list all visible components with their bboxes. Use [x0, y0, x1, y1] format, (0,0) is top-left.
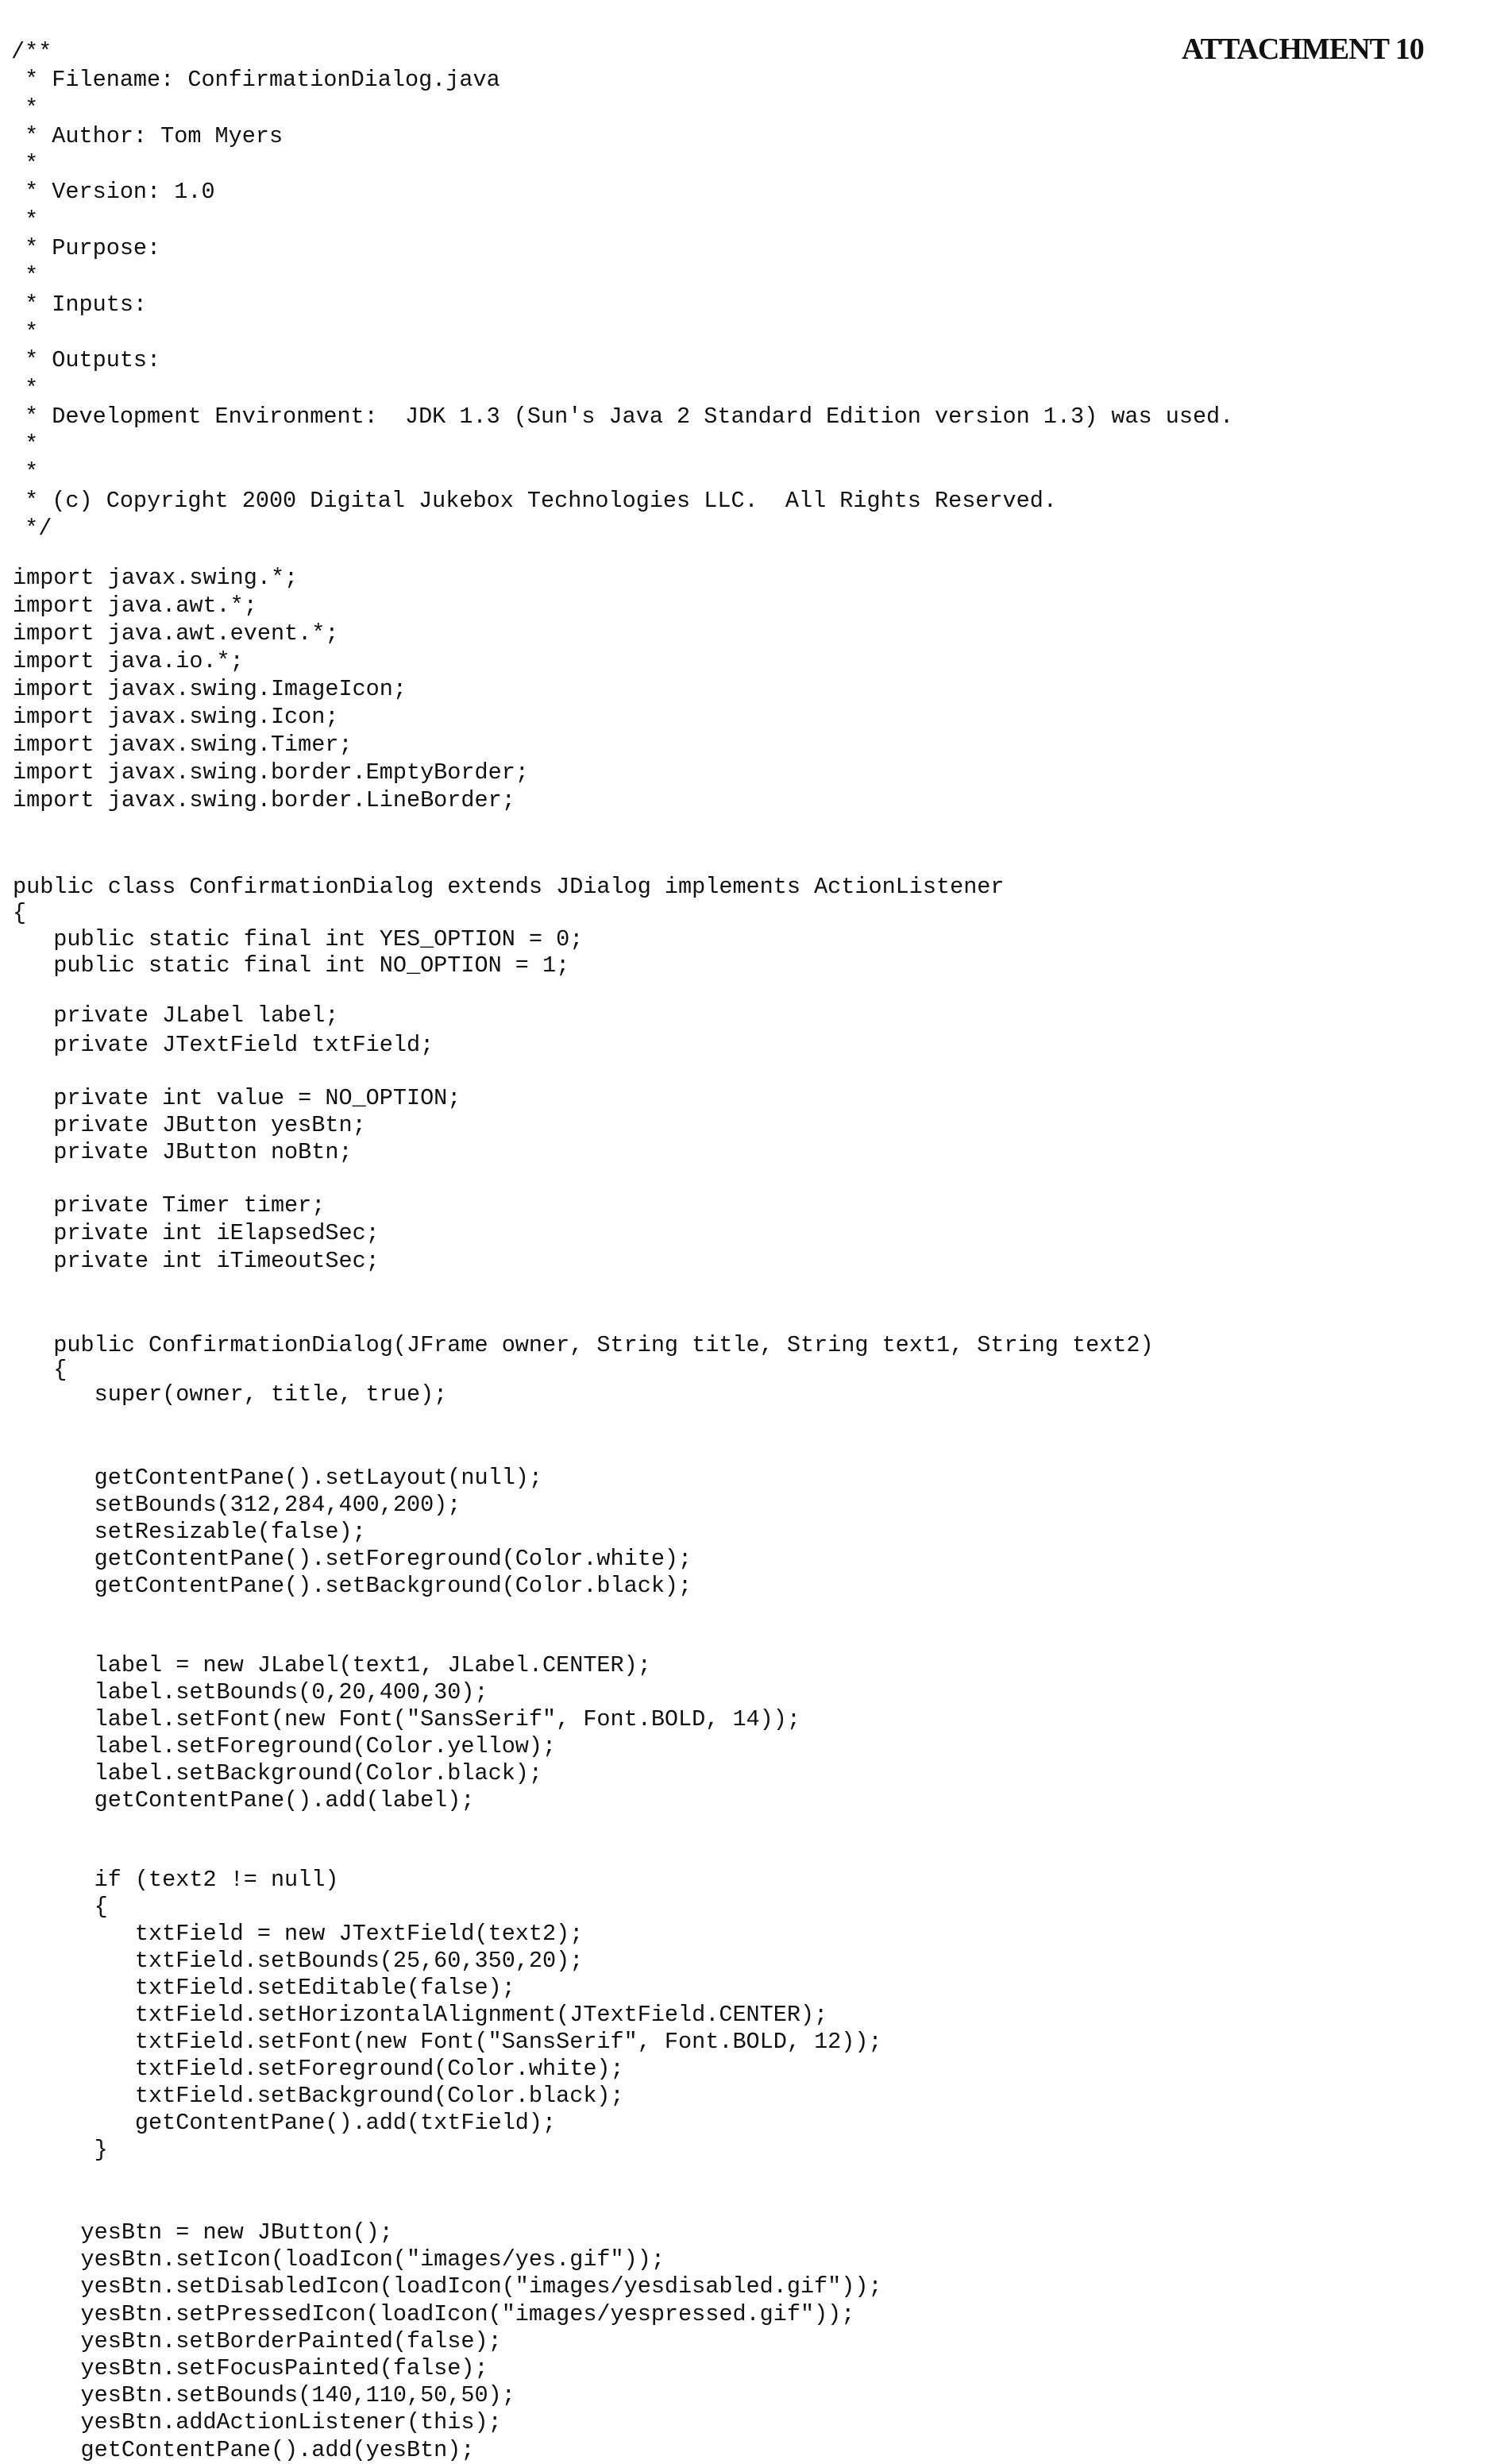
code-line: private JLabel label;	[13, 1001, 434, 1030]
code-line: label = new JLabel(text1, JLabel.CENTER);	[13, 1652, 800, 1679]
code-line: */	[11, 515, 1233, 543]
code-line: * Author: Tom Myers	[11, 122, 1233, 150]
code-line: * Outputs:	[11, 346, 1233, 374]
code-line: *	[11, 150, 1233, 178]
code-line: {	[13, 1894, 882, 1921]
attachment-label: ATTACHMENT 10	[1182, 32, 1424, 67]
code-line: *	[11, 375, 1233, 403]
code-line: label.setBounds(0,20,400,30);	[13, 1679, 800, 1706]
code-line: getContentPane().setForeground(Color.white);	[13, 1546, 692, 1573]
code-line: yesBtn.addActionListener(this);	[13, 2409, 882, 2436]
code-line: yesBtn.setFocusPainted(false);	[13, 2355, 882, 2382]
code-line: private JButton noBtn;	[13, 1139, 461, 1166]
code-line: private int iElapsedSec;	[13, 1219, 380, 1247]
code-line: import javax.swing.ImageIcon;	[13, 675, 529, 703]
code-line: private JTextField txtField;	[13, 1030, 434, 1060]
content-pane-setup	[13, 1465, 692, 1600]
code-line: private int value = NO_OPTION;	[13, 1085, 461, 1112]
code-line: setResizable(false);	[13, 1519, 692, 1546]
code-line: label.setForeground(Color.yellow);	[13, 1733, 800, 1760]
code-line: }	[13, 2137, 882, 2164]
code-line: * Filename: ConfirmationDialog.java	[11, 66, 1233, 94]
code-line: import javax.swing.border.LineBorder;	[13, 786, 529, 814]
code-line: txtField.setHorizontalAlignment(JTextField.CENTER);	[13, 2002, 882, 2029]
code-line: txtField.setForeground(Color.white);	[13, 2056, 882, 2083]
code-line: if (text2 != null)	[13, 1867, 882, 1894]
code-line: *	[11, 262, 1233, 290]
label-setup	[13, 1652, 800, 1814]
code-line: txtField.setBounds(25,60,350,20);	[13, 1948, 882, 1975]
yes-button-setup	[13, 2219, 882, 2464]
code-line: private Timer timer;	[13, 1191, 380, 1219]
code-line: getContentPane().add(yesBtn);	[13, 2437, 882, 2464]
code-line: txtField = new JTextField(text2);	[13, 1921, 882, 1948]
code-line: yesBtn.setIcon(loadIcon("images/yes.gif"));	[13, 2246, 882, 2273]
code-line: import javax.swing.Timer;	[13, 731, 529, 759]
code-line: import javax.swing.border.EmptyBorder;	[13, 759, 529, 786]
code-line: * (c) Copyright 2000 Digital Jukebox Technologies LLC. All Rights Reserved.	[11, 487, 1233, 515]
code-line: /**	[11, 38, 1233, 66]
code-line: * Purpose:	[11, 234, 1233, 262]
code-line: import java.io.*;	[13, 647, 529, 675]
code-line: label.setFont(new Font("SansSerif", Font.BOLD, 14));	[13, 1706, 800, 1733]
code-line: yesBtn.setDisabledIcon(loadIcon("images/yesdisabled.gif"));	[13, 2273, 882, 2300]
text-field-setup	[13, 1867, 882, 2164]
code-line: * Inputs:	[11, 291, 1233, 319]
code-line: super(owner, title, true);	[13, 1382, 1154, 1407]
code-line: setBounds(312,284,400,200);	[13, 1492, 692, 1519]
code-line: import javax.swing.Icon;	[13, 703, 529, 731]
code-line: getContentPane().add(txtField);	[13, 2110, 882, 2137]
code-line: private int iTimeoutSec;	[13, 1247, 380, 1275]
code-line: label.setBackground(Color.black);	[13, 1760, 800, 1787]
constructor-signature	[13, 1333, 1154, 1407]
code-line: txtField.setEditable(false);	[13, 1975, 882, 2002]
code-line: public ConfirmationDialog(JFrame owner, String title, String text1, String text2)	[13, 1333, 1154, 1358]
code-line: getContentPane().setBackground(Color.black);	[13, 1573, 692, 1600]
code-line: *	[11, 431, 1233, 458]
field-declarations-timer	[13, 1191, 380, 1275]
code-line: getContentPane().setLayout(null);	[13, 1465, 692, 1492]
code-line: {	[13, 1358, 1154, 1382]
code-line: import javax.swing.*;	[13, 564, 529, 592]
code-line: txtField.setBackground(Color.black);	[13, 2083, 882, 2110]
code-line: *	[11, 458, 1233, 486]
code-line: *	[11, 207, 1233, 234]
code-line: public static final int NO_OPTION = 1;	[13, 952, 1005, 979]
field-declarations-buttons	[13, 1085, 461, 1166]
code-line: * Development Environment: JDK 1.3 (Sun's Java 2 Standard Edition version 1.3) was used.	[11, 403, 1233, 431]
code-line: yesBtn.setBorderPainted(false);	[13, 2328, 882, 2355]
code-line: *	[11, 319, 1233, 346]
code-line: {	[13, 900, 1005, 926]
code-line: import java.awt.*;	[13, 592, 529, 620]
code-line: getContentPane().add(label);	[13, 1787, 800, 1814]
class-declaration	[13, 874, 1005, 979]
code-line: public static final int YES_OPTION = 0;	[13, 926, 1005, 952]
code-line: import java.awt.event.*;	[13, 620, 529, 647]
code-line: public class ConfirmationDialog extends JDialog implements ActionListener	[13, 874, 1005, 900]
code-line: yesBtn = new JButton();	[13, 2219, 882, 2246]
code-line: *	[11, 95, 1233, 122]
code-line: yesBtn.setBounds(140,110,50,50);	[13, 2382, 882, 2409]
code-line: yesBtn.setPressedIcon(loadIcon("images/yespressed.gif"));	[13, 2301, 882, 2328]
code-line: txtField.setFont(new Font("SansSerif", Font.BOLD, 12));	[13, 2029, 882, 2056]
code-line: * Version: 1.0	[11, 178, 1233, 206]
header-comment	[11, 38, 1233, 543]
import-statements	[13, 564, 529, 814]
field-declarations-ui	[13, 1001, 434, 1060]
code-line: private JButton yesBtn;	[13, 1112, 461, 1139]
